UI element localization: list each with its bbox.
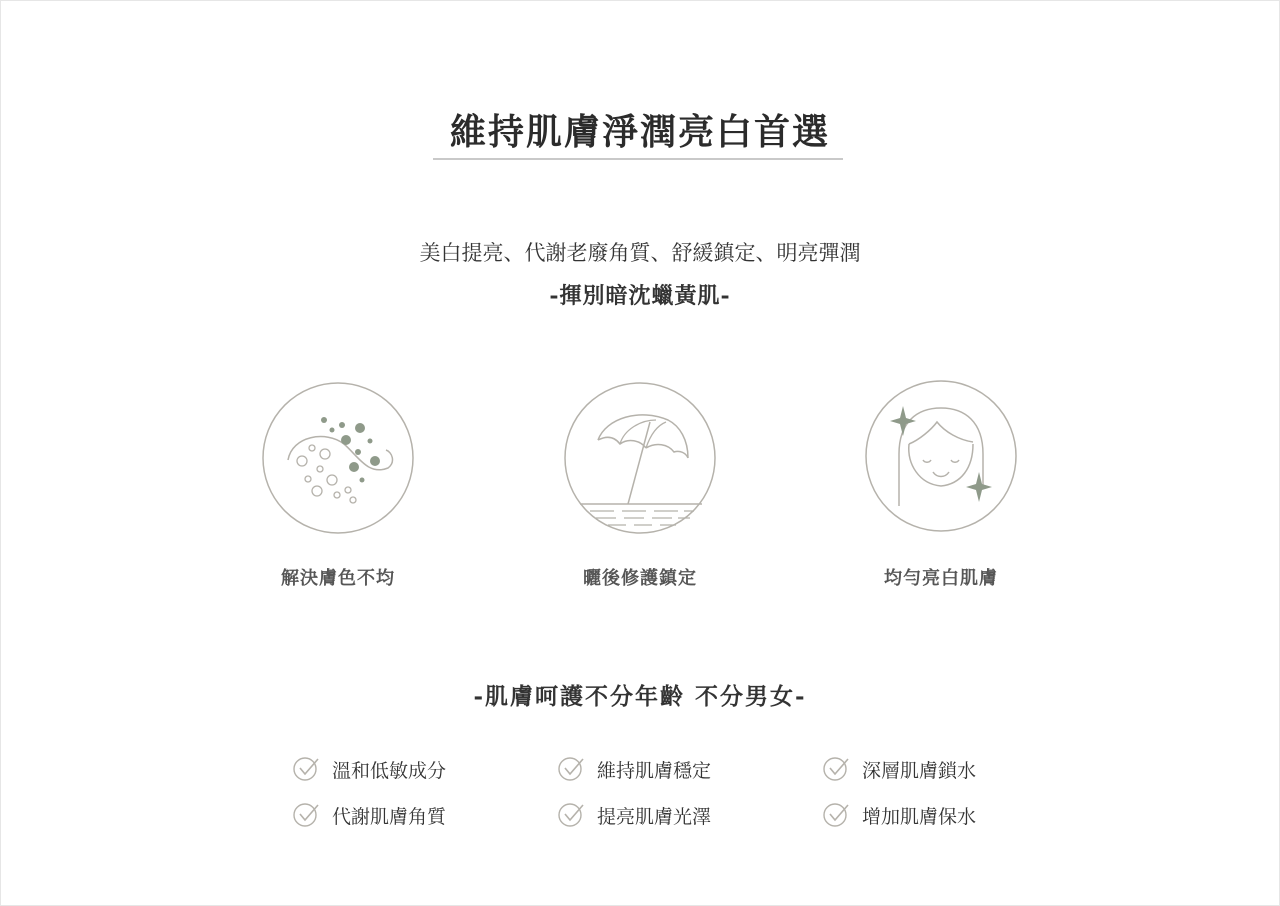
beach-umbrella-icon (560, 378, 720, 538)
benefits-heading: -肌膚呵護不分年齡 不分男女- (473, 683, 807, 710)
title-underline (433, 158, 843, 160)
check-circle-icon (822, 801, 850, 829)
benefit-label: 溫和低敏成分 (332, 759, 447, 782)
feature-item-brightening (861, 378, 1021, 590)
page-subtitle: 美白提亮、代謝老廢角質、舒緩鎮定、明亮彈潤 (419, 241, 861, 265)
check-circle-icon (557, 801, 585, 829)
benefit-label: 深層肌膚鎖水 (862, 759, 977, 782)
feature-label: 均勻亮白肌膚 (884, 568, 998, 589)
feature-item-after-sun (560, 378, 720, 590)
feature-label: 解決膚色不均 (281, 568, 395, 589)
benefit-item (557, 755, 711, 783)
check-circle-icon (557, 755, 585, 783)
feature-label: 曬後修護鎮定 (583, 568, 697, 589)
feature-item-uneven-tone (258, 378, 418, 590)
benefit-label: 維持肌膚穩定 (597, 759, 712, 782)
benefit-label: 提亮肌膚光澤 (597, 805, 712, 828)
glowing-face-icon (861, 378, 1021, 538)
check-circle-icon (292, 755, 320, 783)
benefit-item (557, 801, 711, 829)
benefit-label: 代謝肌膚角質 (332, 805, 447, 828)
skin-particles-icon (258, 378, 418, 538)
check-circle-icon (292, 801, 320, 829)
benefit-item (822, 755, 976, 783)
benefit-item (292, 755, 446, 783)
benefit-item (822, 801, 976, 829)
benefit-label: 增加肌膚保水 (862, 805, 977, 828)
page-title: 維持肌膚淨潤亮白首選 (449, 111, 830, 153)
page-tagline: -揮別暗沈蠟黃肌- (549, 283, 731, 309)
benefit-item (292, 801, 446, 829)
check-circle-icon (822, 755, 850, 783)
